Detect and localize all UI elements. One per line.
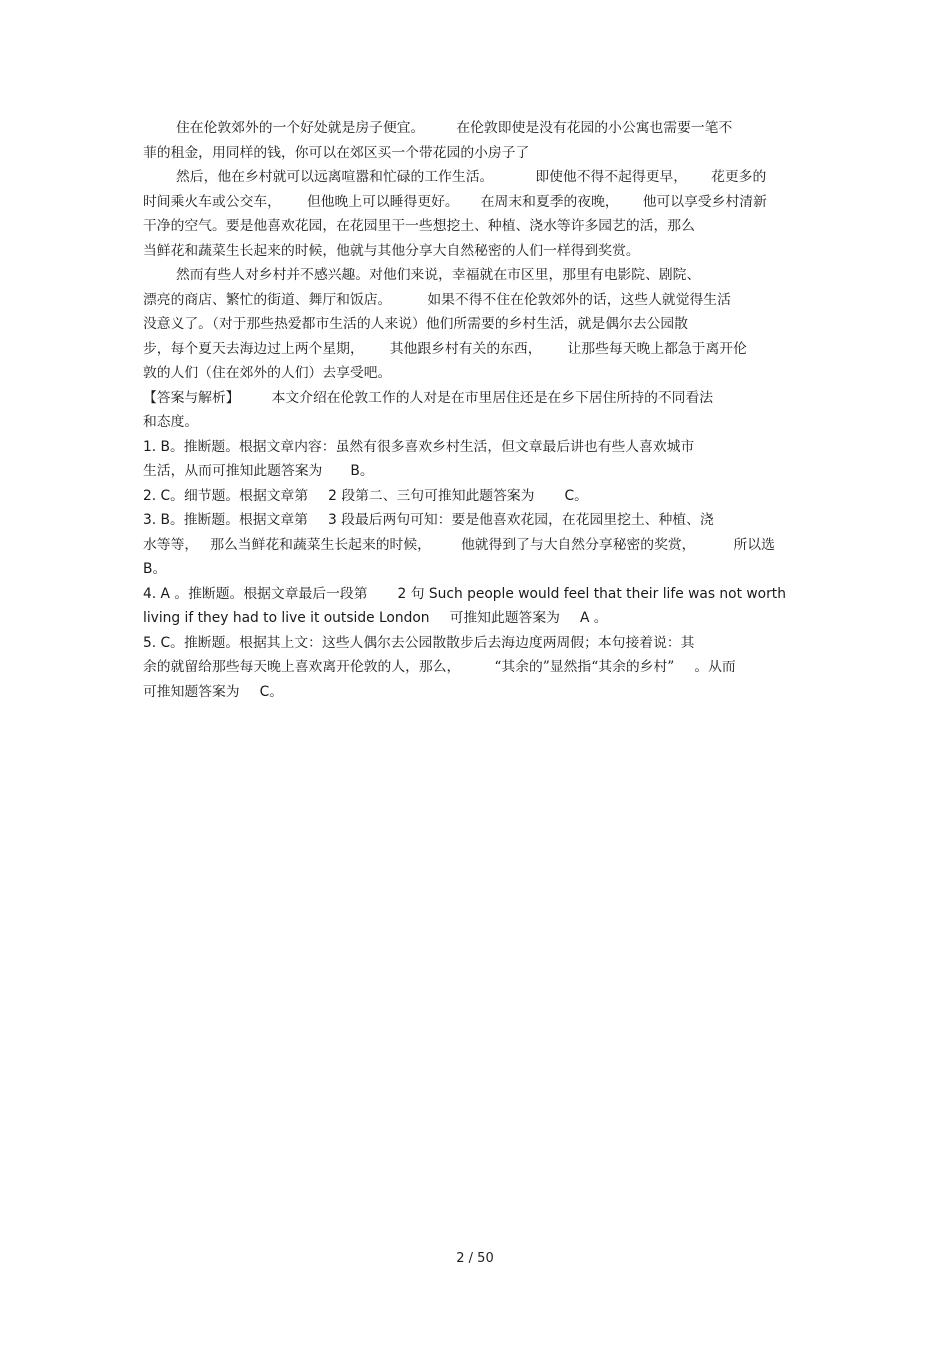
text-run: “其余的”显然指“其余的乡村” (494, 659, 675, 675)
text-line: 菲的租金，用同样的钱，你可以在郊区买一个带花园的小房子了 (143, 144, 530, 161)
text-run: 如果不得不住在伦敦郊外的话，这些人就觉得生活 (427, 291, 731, 308)
analysis-heading: 【答案与解析】 (143, 389, 240, 406)
text-line: 没意义了。（对于那些热爱都市生活的人来说）他们所需要的乡村生活，就是偶尔去公园散 (143, 316, 688, 332)
text-run: 然后，他在乡村就可以远离喧嚣和忙碌的工作生活。 (176, 169, 494, 185)
text-run: 。从而 (694, 659, 736, 675)
answer-3 (143, 508, 808, 582)
text-line: 然而有些人对乡村并不感兴趣。对他们来说，幸福就在市区里，那里有电影院、剧院、 (176, 267, 701, 283)
text-run: 在周末和夏季的夜晚， (480, 193, 619, 210)
text-run: 其他跟乡村有关的东西， (389, 340, 542, 357)
paragraph-3 (143, 263, 808, 386)
text-run: 他就得到了与大自然分享秘密的奖赏， (460, 536, 696, 553)
text-run: 水等等， (143, 536, 199, 553)
text-line: 5. C。推断题。根据其上文：这些人偶尔去公园散散步后去海边度两周假；本句接着说：其 (143, 634, 695, 651)
document-body (143, 116, 808, 704)
text-run: B。 (350, 463, 374, 479)
text-run: 生活，从而可推知此题答案为 (143, 463, 323, 479)
text-line: 当鲜花和蔬菜生长起来的时候，他就与其他分享大自然秘密的人们一样得到奖赏。 (143, 242, 640, 259)
text-run: 那么当鲜花和蔬菜生长起来的时候， (210, 536, 431, 553)
text-run: 住在伦敦郊外的一个好处就是房子便宜。 (176, 120, 425, 136)
text-run: 可推知此题答案为 (449, 610, 560, 626)
text-run: 所以选 (733, 536, 775, 553)
analysis-section (143, 386, 808, 435)
text-run: Such people would feel that their life was not worth (428, 585, 786, 602)
text-run: 他可以享受乡村清新 (642, 193, 767, 210)
answer-5 (143, 631, 808, 705)
text-run: 2. C。细节题。根据文章第 (143, 487, 309, 504)
answer-4 (143, 582, 808, 631)
text-run: 步，每个夏天去海边过上两个星期， (143, 340, 364, 357)
paragraph-2 (143, 165, 808, 263)
answer-1 (143, 435, 808, 484)
text-line: 敦的人们（住在郊外的人们）去享受吧。 (143, 365, 392, 381)
paragraph-1 (143, 116, 808, 165)
text-run: 花更多的 (711, 169, 767, 185)
text-line: 1. B。推断题。根据文章内容：虽然有很多喜欢乡村生活，但文章最后讲也有些人喜欢城市 (143, 438, 695, 455)
text-run: 2 段第二、三句可推知此题答案为 (328, 487, 535, 504)
text-line: 干净的空气。要是他喜欢花园，在花园里干一些想挖土、种植、浇水等许多园艺的活，那么 (143, 218, 695, 234)
page-number: 2 / 50 (456, 1251, 494, 1266)
text-run: C。 (564, 487, 588, 504)
text-run: 漂亮的商店、繁忙的街道、舞厅和饭店。 (143, 291, 392, 308)
text-run: A 。 (579, 610, 608, 626)
text-run: 时间乘火车或公交车， (143, 193, 281, 210)
text-line: B。 (143, 561, 167, 577)
text-run: 但他晚上可以睡得更好。 (306, 193, 459, 210)
text-run: C。 (259, 683, 284, 700)
text-run: living if they had to live it outside London (143, 610, 430, 626)
text-run: 3. B。推断题。根据文章第 (143, 512, 308, 528)
text-run: 4. A 。推断题。根据文章最后一段第 (143, 585, 368, 602)
answer-2 (143, 484, 808, 509)
text-run: 本文介绍在伦敦工作的人对是在市里居住还是在乡下居住所持的不同看法 (271, 389, 714, 406)
text-run: 让那些每天晚上都急于离开伦 (567, 340, 747, 357)
text-run: 在伦敦即使是没有花园的小公寓也需要一笔不 (456, 120, 733, 136)
text-run: 3 段最后两句可知：要是他喜欢花园，在花园里挖土、种植、浇 (327, 512, 714, 528)
text-line: 和态度。 (143, 414, 199, 430)
text-run: 即使他不得不起得更早， (535, 169, 688, 185)
text-run: 余的就留给那些每天晚上喜欢离开伦敦的人，那么， (143, 659, 461, 675)
text-run: 可推知题答案为 (143, 683, 240, 700)
text-run: 2 句 (397, 585, 425, 602)
